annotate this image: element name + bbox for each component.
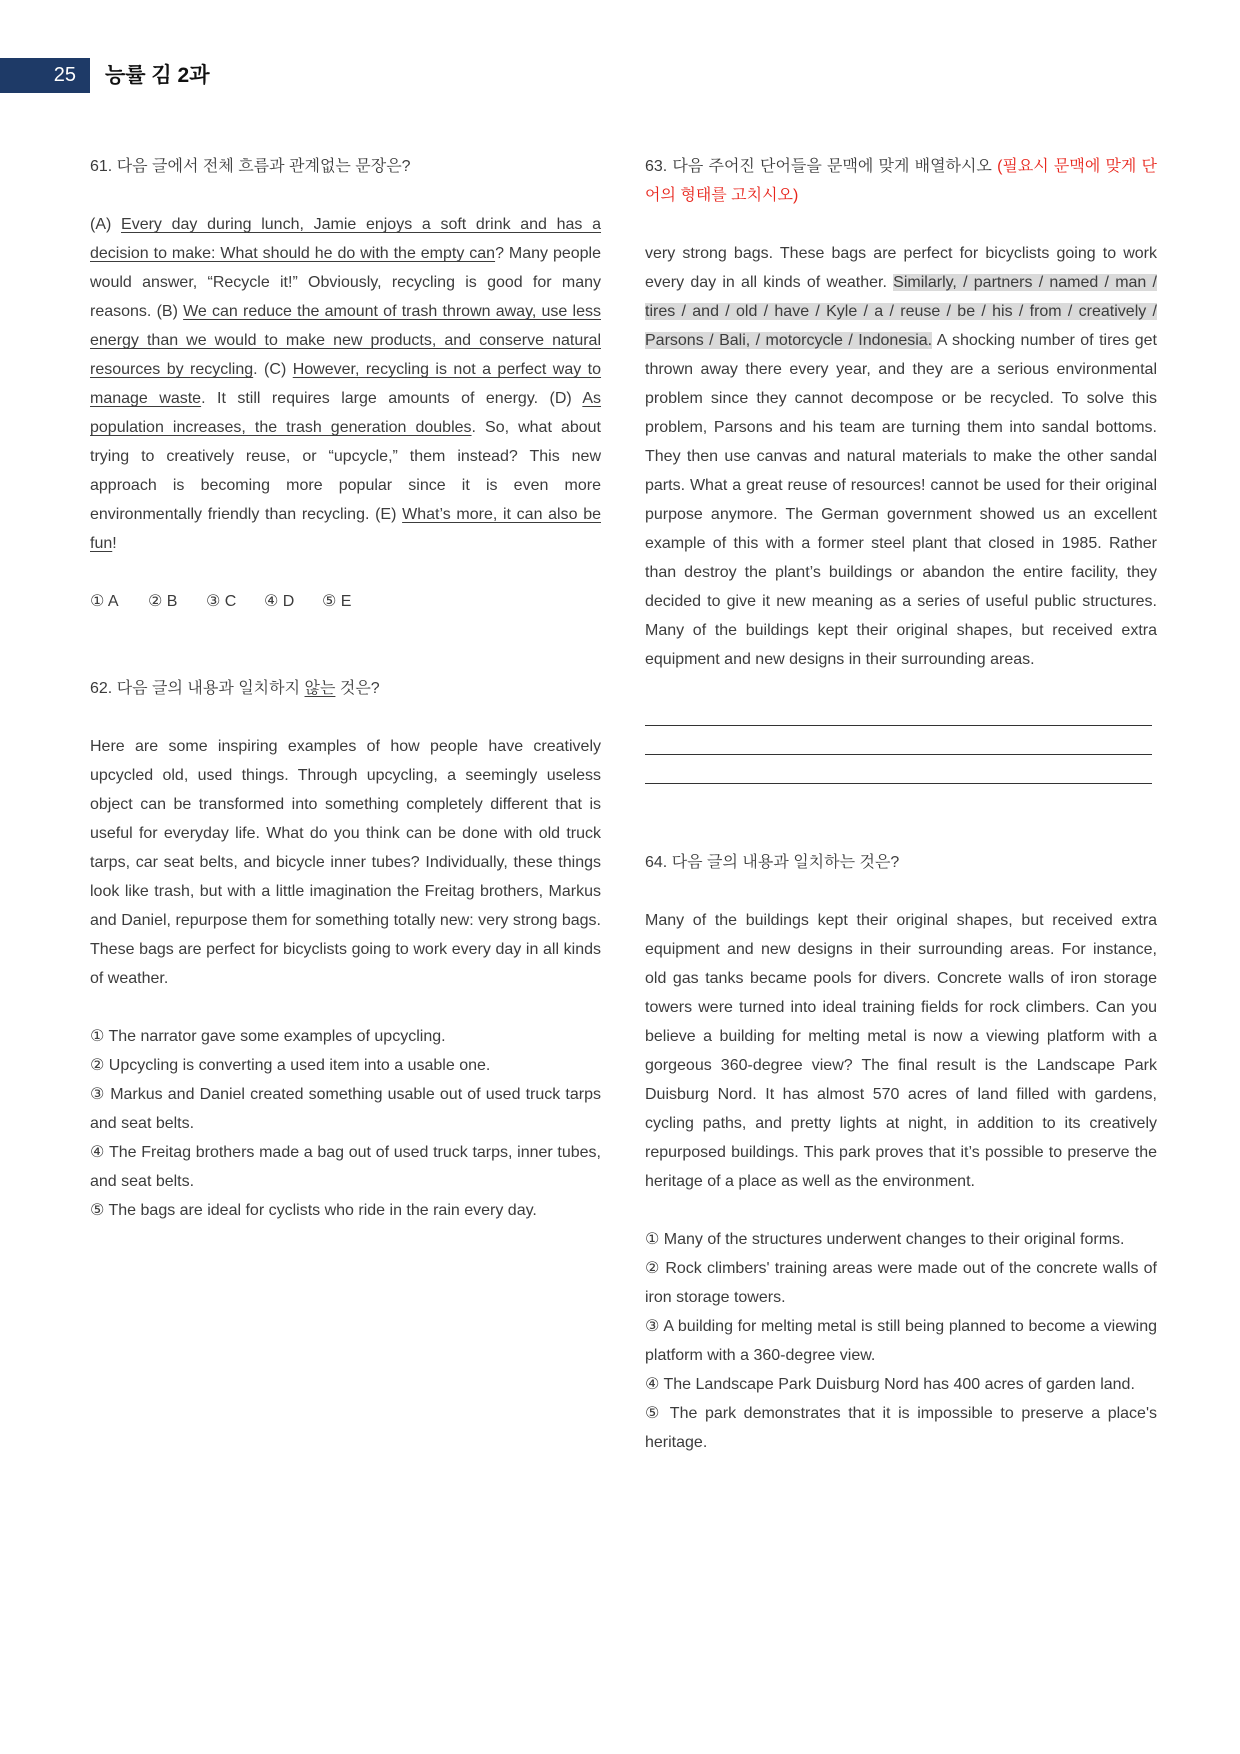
q63-title-text: 63. 다음 주어진 단어들을 문맥에 맞게 배열하시오 xyxy=(645,158,998,175)
q62-option-3: ③ Markus and Daniel created something usable out of used truck tarps and seat belts. xyxy=(90,1086,601,1132)
q61-passage-text: (A) xyxy=(90,216,122,233)
answer-line xyxy=(645,732,1157,761)
q61-option-1: ① A xyxy=(90,593,119,610)
q62-options xyxy=(90,1022,601,1225)
q64-option-1: ① Many of the structures underwent changes to their original forms. xyxy=(645,1231,1125,1248)
q61-passage-text: . (C) xyxy=(253,361,293,378)
q63-passage-before: very strong bags. These bags are perfect for bicyclists going to work every day in all kinds of weather. xyxy=(645,245,1157,291)
page-title: 능률 김 2과 xyxy=(105,64,210,87)
q61-underlined-sentence-d: As population increases, the trash generation doubles xyxy=(90,390,602,436)
q61-options xyxy=(90,587,601,616)
q63-scrambled-words: Similarly, / partners / named / man / tires / and / old / have / Kyle / a / reuse / be / his / from / creatively / Parsons / Bali, / motorcycle / Indonesia. xyxy=(645,274,1158,349)
q62-option-4: ④ The Freitag brothers made a bag out of used truck tarps, inner tubes, and seat belts. xyxy=(90,1144,601,1190)
q61-underlined-sentence-e: What’s more, it can also be fun xyxy=(90,506,601,552)
q64-passage: Many of the buildings kept their original shapes, but received extra equipment and new designs in their surrounding areas. For instance, old gas tanks became pools for divers. Concrete walls of iron storage towers were turned into ideal training fields for rock climbers. Can you believe a building for melting metal is now a viewing platform with a gorgeous 360-degree view? The final result is the Landscape Park Duisburg Nord. It has almost 570 acres of land filled with gardens, cycling paths, and pretty lights at night, in addition to its creatively repurposed buildings. This park proves that it’s possible to preserve the heritage of a place as well as the environment. xyxy=(645,912,1157,1190)
q61-underlined-sentence-c: However, recycling is not a perfect way to manage waste xyxy=(90,361,602,407)
q61-option-2: ② B xyxy=(148,593,178,610)
q61-option-3: ③ C xyxy=(206,593,237,610)
right-column xyxy=(645,152,1157,1457)
q64-option-3: ③ A building for melting metal is still being planned to become a viewing platform with a 360-degree view. xyxy=(645,1318,1157,1364)
q63-passage-after: A shocking number of tires get thrown away there every year, and they are a serious environmental problem since they cannot decompose or be recycled. To solve this problem, Parsons and his team are turning them into sandal bottoms. They then use canvas and natural materials to make the other sandal parts. What a great reuse of resources! cannot be used for their original purpose anymore. The German government showed us an excellent example of this with a former steel plant that closed in 1985. Rather than destroy the plant’s buildings or abandon the entire facility, they decided to give it new meaning as a series of useful public structures. Many of the buildings kept their original shapes, but received extra equipment and new designs in their surrounding areas. xyxy=(645,332,1157,668)
q62-option-2: ② Upcycling is converting a used item into a usable one. xyxy=(90,1057,491,1074)
q64-option-2: ② Rock climbers' training areas were made out of the concrete walls of iron storage towers. xyxy=(645,1260,1157,1306)
q62-title-prefix: 62. 다음 글의 내용과 일치하지 xyxy=(90,680,305,697)
q62-title-suffix: 것은? xyxy=(335,680,380,697)
answer-line xyxy=(645,761,1157,790)
q61-option-4: ④ D xyxy=(264,593,295,610)
q62-passage: Here are some inspiring examples of how people have creatively upcycled old, used things. Through upcycling, a seemingly useless object can be transformed into something completely different that is useful for everyday life. What do you think can be done with old truck tarps, car seat belts, and bicycle inner tubes? Individually, these things look like trash, but with a little imagination the Freitag brothers, Markus and Daniel, repurpose them for something totally new: very strong bags. These bags are perfect for bicyclists going to work every day in all kinds of weather. xyxy=(90,738,601,987)
q62-title-emphasis: 않는 xyxy=(304,680,336,697)
q61-passage-text: . It still requires large amounts of energy. (D) xyxy=(201,390,583,407)
page-number-badge: 25 xyxy=(0,58,90,93)
q61-passage-text: . So, what about trying to creatively reuse, or “upcycle,” them instead? This new approach is becoming more popular since it is even more environmentally friendly than recycling. (E) xyxy=(90,419,601,523)
q63-passage xyxy=(645,239,1157,674)
q61-passage xyxy=(90,210,601,558)
q63-title xyxy=(645,152,1157,210)
q61-underlined-sentence-b: We can reduce the amount of trash thrown away, use less energy than we would to make new products, and conserve natural resources by recycling xyxy=(90,303,601,378)
q62-option-1: ① The narrator gave some examples of upcycling. xyxy=(90,1028,446,1045)
q61-passage-text: ! xyxy=(112,535,117,552)
q64-options xyxy=(645,1225,1157,1457)
q63-answer-lines xyxy=(645,703,1157,790)
q61-passage-text: ? Many people would answer, “Recycle it!” Obviously, recycling is good for many reasons. (B) xyxy=(90,245,601,320)
q64-title: 64. 다음 글의 내용과 일치하는 것은? xyxy=(645,854,900,871)
q61-underlined-sentence-a: Every day during lunch, Jamie enjoys a soft drink and has a decision to make: What should he do with the empty can xyxy=(90,216,602,262)
q63-title-note: (필요시 문맥에 맞게 단어의 형태를 고치시오) xyxy=(645,158,1157,204)
q61-option-5: ⑤ E xyxy=(322,593,352,610)
left-column xyxy=(90,152,601,1225)
q62-option-5: ⑤ The bags are ideal for cyclists who ride in the rain every day. xyxy=(90,1202,537,1219)
q64-option-4: ④ The Landscape Park Duisburg Nord has 400 acres of garden land. xyxy=(645,1376,1135,1393)
q64-option-5: ⑤ The park demonstrates that it is impossible to preserve a place's heritage. xyxy=(645,1405,1157,1451)
answer-line xyxy=(645,703,1157,732)
q61-title: 61. 다음 글에서 전체 흐름과 관계없는 문장은? xyxy=(90,158,411,175)
q62-title xyxy=(90,674,601,703)
